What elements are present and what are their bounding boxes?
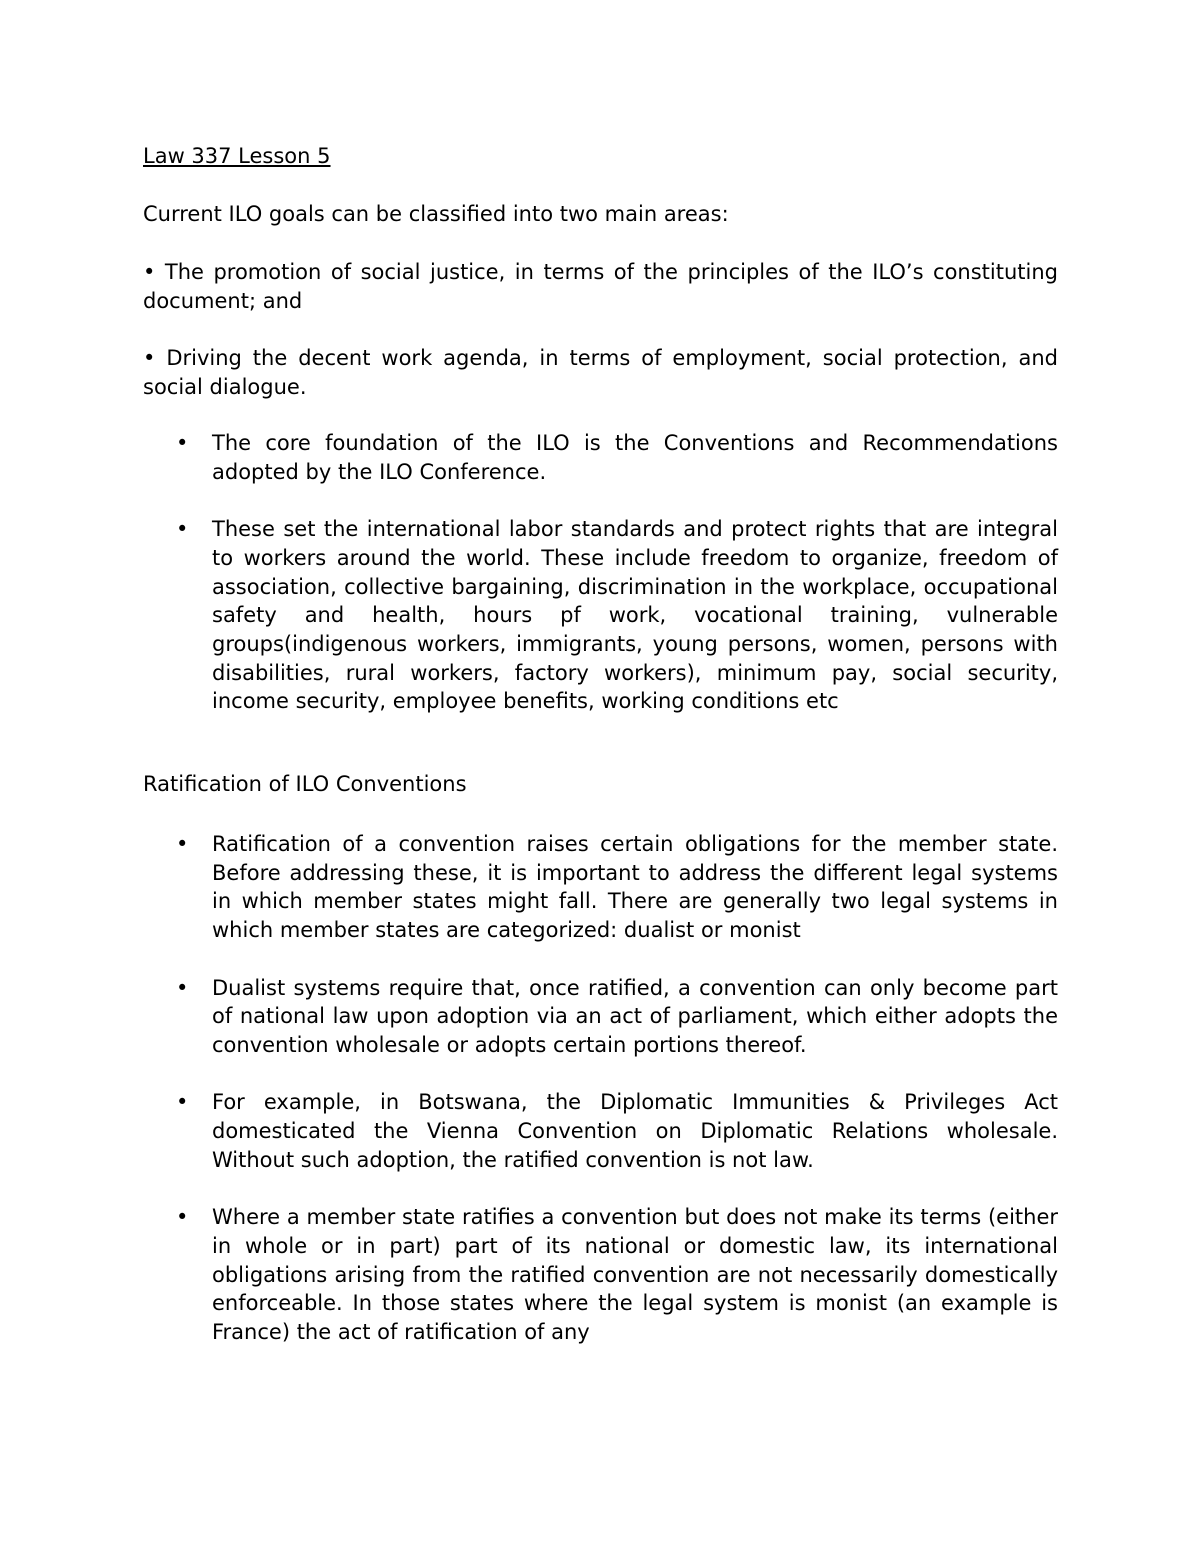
bullet-icon: • <box>176 1090 189 1115</box>
list-item <box>0 974 1058 1060</box>
section-heading: Ratification of ILO Conventions <box>143 772 467 796</box>
intro-paragraph: Current ILO goals can be classified into two main areas: <box>143 202 729 226</box>
bullet-icon: • <box>176 975 189 1000</box>
list-item <box>0 1203 1058 1347</box>
list-item <box>0 1088 1058 1174</box>
goal-item-2: • Driving the decent work agenda, in terms of employment, social protection, and social dialogue. <box>143 346 1058 399</box>
list-item-text: The core foundation of the ILO is the Conventions and Recommendations adopted by the ILO Conference. <box>212 431 1058 484</box>
document-title: Law 337 Lesson 5 <box>143 144 331 168</box>
bullet-icon: • <box>176 517 189 542</box>
list-item-text: Where a member state ratifies a convention but does not make its terms (either in whole or in part) part of its national or domestic law, its international obligations arising from the ratified convention are not necessarily domestically enforceable. In those states where the legal system is monist (an example is France) the act of ratification of any <box>212 1205 1058 1344</box>
list-item <box>0 830 1058 945</box>
list-item-text: Dualist systems require that, once ratified, a convention can only become part of national law upon adoption via an act of parliament, which either adopts the convention wholesale or adopts certain portions thereof. <box>212 975 1058 1057</box>
bullet-icon: • <box>176 1205 189 1230</box>
bullet-icon: • <box>176 832 189 856</box>
list-item-text: Ratification of a convention raises certain obligations for the member state. Before addressing these, it is important to address the different legal systems in which member states might fall. There are generally two legal systems in which member states are categorized: dualist or monist <box>212 832 1058 943</box>
ratification-bullet-list <box>0 830 1058 1375</box>
core-bullet-list <box>0 429 1058 745</box>
list-item-text: For example, in Botswana, the Diplomatic Immunities & Privileges Act domesticated the Vienna Convention on Diplomatic Relations wholesale. Without such adoption, the ratified convention is not law. <box>212 1090 1058 1172</box>
list-item-text: These set the international labor standards and protect rights that are integral to workers around the world. These include freedom to organize, freedom of association, collective bargaining, discrimination in the workplace, occupational safety and health, hours pf work, vocational training, vulnerable groups(indigenous workers, immigrants, young persons, women, persons with disabilities, rural workers, factory workers), minimum pay, social security, income security, employee benefits, working conditions etc <box>212 517 1058 714</box>
list-item <box>0 515 1058 716</box>
bullet-icon: • <box>176 431 189 455</box>
list-item <box>0 429 1058 486</box>
goal-item-1: • The promotion of social justice, in terms of the principles of the ILO’s constituting document; and <box>143 260 1058 313</box>
